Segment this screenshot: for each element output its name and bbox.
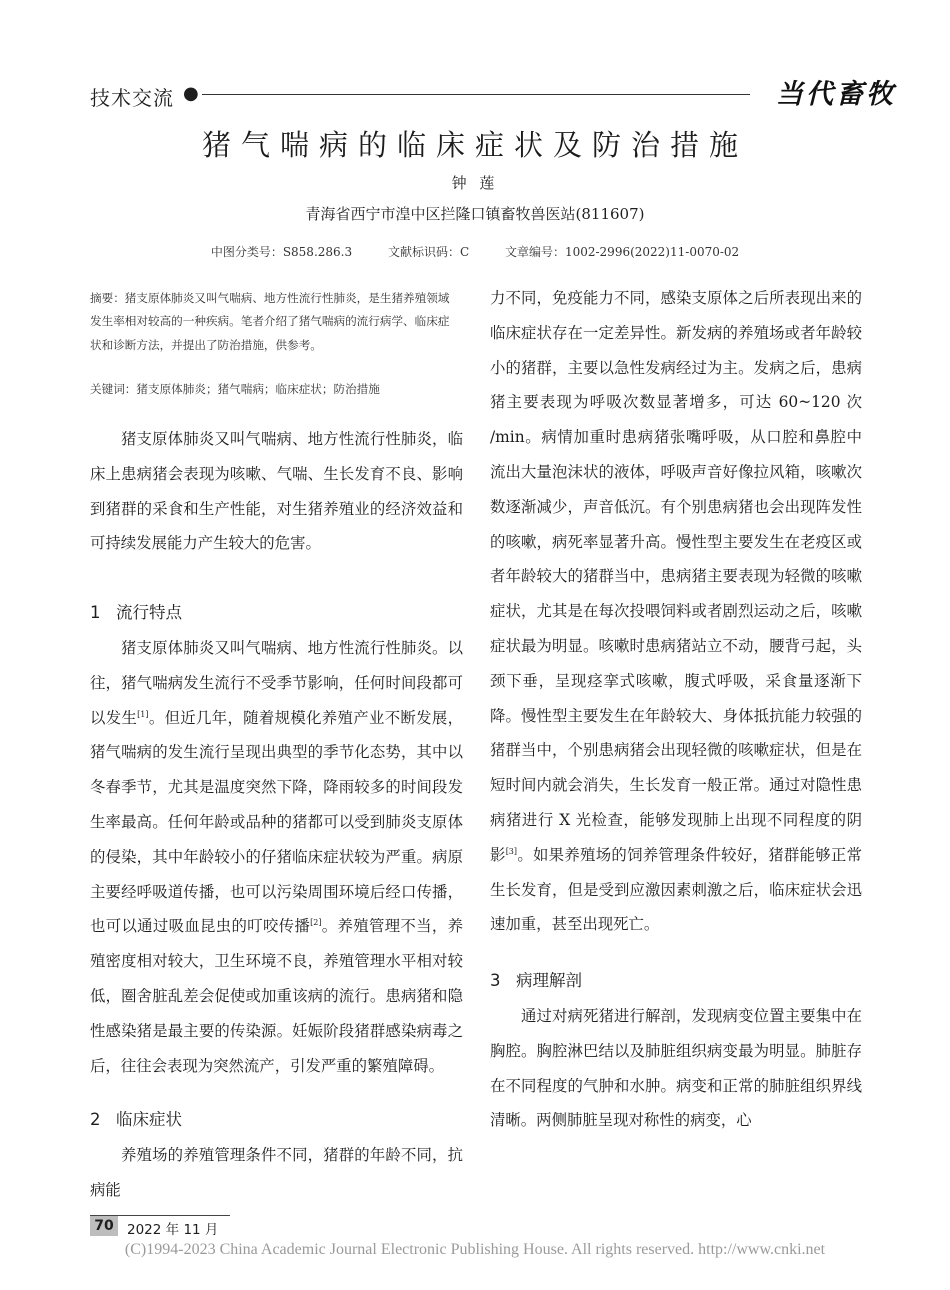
article-number: 文章编号：1002-2996(2022)11-0070-02	[504, 245, 740, 259]
clc-number: 中图分类号：S858.286.3	[210, 245, 353, 259]
header-divider	[202, 94, 750, 95]
article-author: 钟 莲	[451, 174, 499, 192]
left-column	[90, 422, 463, 1199]
page-number: 70	[90, 1216, 118, 1236]
citation-ref: [3]	[505, 846, 518, 856]
keywords: 关键词：猪支原体肺炎；猪气喘病；临床症状；防治措施	[90, 382, 380, 396]
section-heading-1	[90, 596, 463, 631]
abstract: 摘要：猪支原体肺炎又叫气喘病、地方性流行性肺炎，是生猪养殖领域发生率相对较高的一种疾病。笔者介绍了猪气喘病的流行病学、临床症状和诊断方法，并提出了防治措施，供参考。	[90, 291, 450, 352]
journal-logo: 当代畜牧	[776, 79, 896, 110]
section-title: 流行特点	[116, 603, 182, 623]
section-number: 1	[90, 603, 101, 623]
citation-ref: [2]	[310, 918, 322, 928]
paragraph: 通过对病死猪进行解剖，发现病变位置主要集中在胸腔。胸腔淋巴结以及肺脏组织病变最为明显。肺脏存在不同程度的气肿和水肿。病变和正常的肺脏组织界线清晰。两侧肺脏呈现对称性的病变，心	[490, 1006, 862, 1130]
author-affiliation: 青海省西宁市湟中区拦隆口镇畜牧兽医站(811607)	[305, 205, 645, 223]
right-column	[490, 281, 862, 1138]
section-number: 3	[490, 971, 501, 991]
intro-paragraph: 猪支原体肺炎又叫气喘病、地方性流行性肺炎，临床上患病猪会表现为咳嗽、气喘、生长发育不良、影响到猪群的采食和生产性能，对生猪养殖业的经济效益和可持续发展能力产生较大的危害。	[90, 430, 463, 553]
paragraph-start: 养殖场的养殖管理条件不同，猪群的年龄不同，抗病能	[90, 1146, 463, 1199]
copyright-notice: (C)1994-2023 China Academic Journal Electronic Publishing House. All rights reserved. http://www.cnki.net	[124, 1241, 826, 1258]
citation-ref: [1]	[137, 709, 149, 719]
section-label: 技术交流	[90, 86, 174, 110]
article-metadata	[0, 243, 950, 260]
section-title: 病理解剖	[516, 971, 582, 991]
section-heading-2	[90, 1103, 463, 1138]
paragraph: 猪支原体肺炎又叫气喘病、地方性流行性肺炎。以往，猪气喘病发生流行不受季节影响，任何时间段都可以发生[1]。但近几年，随着规模化养殖产业不断发展，猪气喘病的发生流行呈现出典型的季节化态势，其中以冬春季节，尤其是温度突然下降，降雨较多的时间段发生率最高。任何年龄或品种的猪都可以受到肺炎支原体的侵染，其中年龄较小的仔猪临床症状较为严重。病原主要经呼吸道传播，也可以污染周围环境后经口传播，也可以通过吸血昆虫的叮咬传播[2]。养殖管理不当，养殖密度相对较大，卫生环境不良，养殖管理水平相对较低，圈舍脏乱差会促使或加重该病的流行。患病猪和隐性感染猪是最主要的传染源。妊娠阶段猪群感染病毒之后，往往会表现为突然流产，引发严重的繁殖障碍。	[90, 638, 463, 1075]
section-heading-3	[490, 964, 862, 999]
section-number: 2	[90, 1110, 101, 1130]
document-code: 文献标识码：C	[387, 245, 470, 259]
issue-date: 2022 年 11 月	[127, 1222, 219, 1238]
bullet-dot-icon: ●	[183, 83, 199, 104]
section-title: 临床症状	[116, 1110, 182, 1130]
article-title: 猪气喘病的临床症状及防治措施	[201, 128, 748, 162]
paragraph-continued: 力不同，免疫能力不同，感染支原体之后所表现出来的临床症状存在一定差异性。新发病的养殖场或者年龄较小的猪群，主要以急性发病经过为主。发病之后，患病猪主要表现为呼吸次数显著增多，可达 60~120 次 /min。病情加重时患病猪张嘴呼吸，从口腔和鼻腔中流出大量泡沫状的液体，呼吸声音好像拉风箱，咳嗽次数逐渐减少，声音低沉。有个别患病猪也会出现阵发性的咳嗽，病死率显著升高。慢性型主要发生在老疫区或者年龄较大的猪群当中，患病猪主要表现为轻微的咳嗽症状，尤其是在每次投喂饲料或者剧烈运动之后，咳嗽症状最为明显。咳嗽时患病猪站立不动，腰背弓起，头颈下垂，呈现痉挛式咳嗽，腹式呼吸，采食量逐渐下降。慢性型主要发生在年龄较大、身体抵抗能力较强的猪群当中，个别患病猪会出现轻微的咳嗽症状，但是在短时间内就会消失，生长发育一般正常。通过对隐性患病猪进行 X 光检查，能够发现肺上出现不同程度的阴影[3]。如果养殖场的饲养管理条件较好，猪群能够正常生长发育，但是受到应激因素刺激之后，临床症状会迅速加重，甚至出现死亡。	[490, 289, 862, 934]
